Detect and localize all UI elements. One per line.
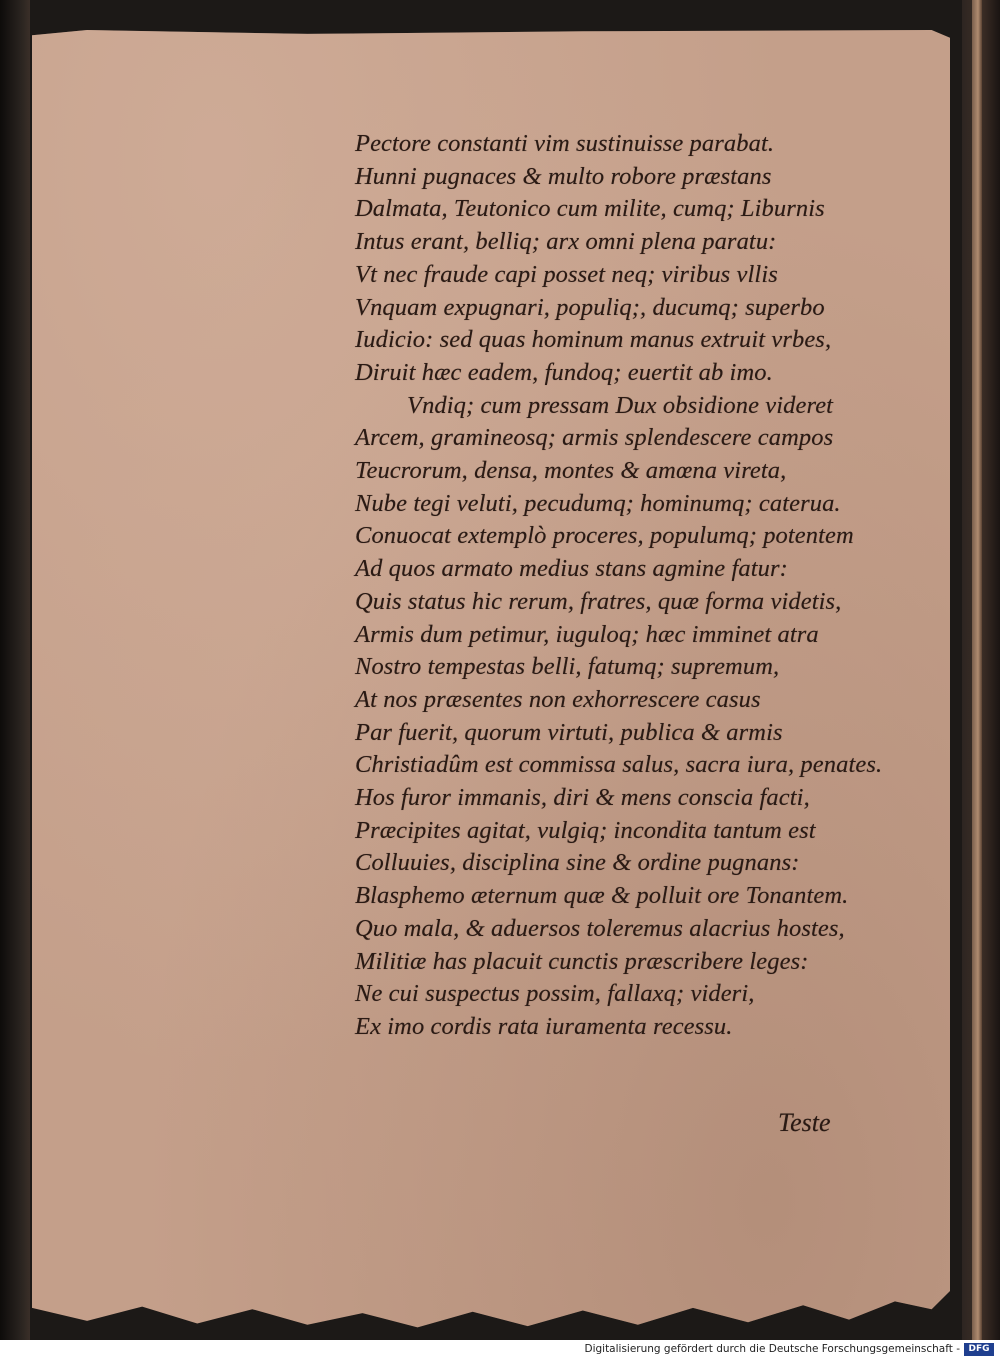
verse-line: Pectore constanti vim sustinuisse parabat.	[355, 130, 775, 157]
verse-line: Nube tegi veluti, pecudumq; hominumq; caterua.	[355, 489, 841, 517]
verse-line: Præcipites agitat, vulgiq; incondita tantum est	[355, 816, 816, 844]
verse-line: Hunni pugnaces & multo robore præstans	[355, 162, 772, 190]
verse-line: Vnquam expugnari, populiq;, ducumq; superbo	[355, 293, 825, 321]
verse-line: Ad quos armato medius stans agmine fatur:	[355, 555, 788, 583]
verse-line: Vt nec fraude capi posset neq; viribus vllis	[355, 260, 778, 288]
book-spine-shadow	[0, 0, 30, 1340]
verse-line-indented: Vndiq; cum pressam Dux obsidione videret	[407, 391, 834, 419]
verse-line: Hos furor immanis, diri & mens conscia facti,	[355, 784, 810, 812]
digitization-footer	[0, 1340, 1000, 1360]
verse-line: Militiæ has placuit cunctis præscribere leges:	[355, 947, 809, 975]
verse-line: Iudicio: sed quas hominum manus extruit vrbes,	[355, 326, 832, 354]
verse-line: Arcem, gramineosq; armis splendescere campos	[355, 424, 834, 452]
verse-line: Conuocat extemplò proceres, populumq; potentem	[355, 522, 854, 550]
verse-line: Dalmata, Teutonico cum milite, cumq; Liburnis	[355, 195, 825, 223]
verse-line: Diruit hæc eadem, fundoq; euertit ab imo.	[355, 358, 773, 386]
verse-line: At nos præsentes non exhorrescere casus	[355, 685, 761, 713]
verse-line: Teucrorum, densa, montes & amœna vireta,	[355, 457, 787, 485]
verse-line: Ex imo cordis rata iuramenta recessu.	[355, 1012, 733, 1040]
verse-line: Quo mala, & aduersos toleremus alacrius hostes,	[355, 914, 845, 942]
verse-line: Armis dum petimur, iuguloq; hæc imminet atra	[355, 620, 819, 648]
verse-line: Nostro tempestas belli, fatumq; supremum,	[355, 653, 780, 681]
verse-line: Par fuerit, quorum virtuti, publica & armis	[355, 718, 783, 746]
verse-line: Christiadûm est commissa salus, sacra iura, penates.	[355, 751, 883, 779]
verse-text-block	[355, 128, 882, 1044]
verse-line: Quis status hic rerum, fratres, quæ forma videtis,	[355, 587, 842, 615]
verse-line: Colluuies, disciplina sine & ordine pugnans:	[355, 849, 800, 877]
dfg-logo-icon: DFG	[964, 1343, 994, 1356]
verse-line: Ne cui suspectus possim, fallaxq; videri,	[355, 980, 755, 1008]
catchword: Teste	[778, 1108, 831, 1137]
next-page-edge	[972, 0, 982, 1340]
funding-credit: Digitalisierung gefördert durch die Deutsche Forschungsgemeinschaft -	[584, 1343, 960, 1355]
verse-line: Blasphemo æternum quæ & polluit ore Tonantem.	[355, 882, 849, 910]
verse-line: Intus erant, belliq; arx omni plena paratu:	[355, 228, 777, 256]
